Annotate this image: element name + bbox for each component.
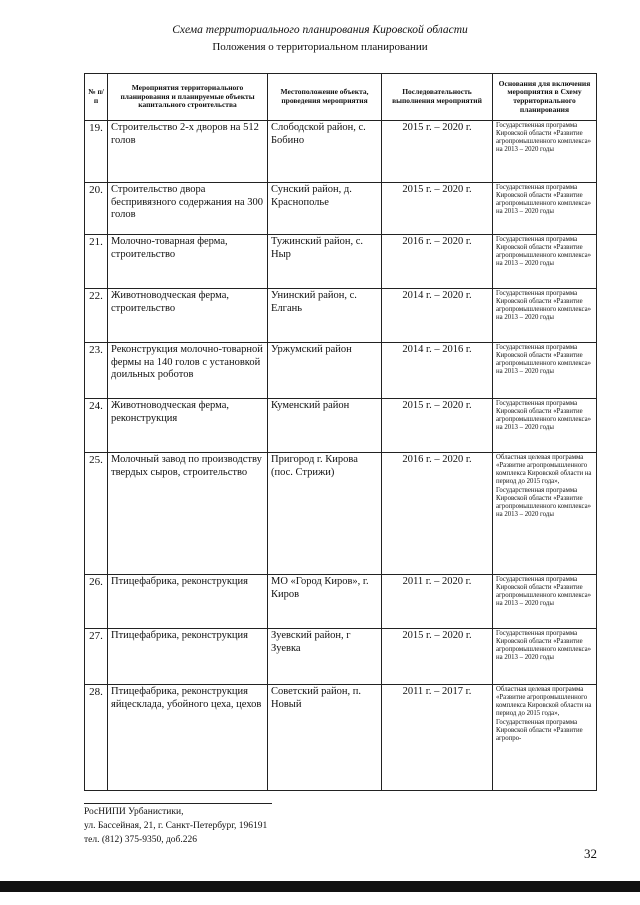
table-row (85, 235, 597, 289)
row-period: 2015 г. – 2020 г. (382, 183, 493, 235)
row-measure: Молочный завод по производству твердых сыров, строительство (108, 453, 268, 575)
row-period: 2011 г. – 2020 г. (382, 575, 493, 629)
row-number: 23. (85, 343, 108, 399)
table-row (85, 685, 597, 791)
table-row (85, 629, 597, 685)
table-row (85, 453, 597, 575)
row-location: Сунский район, д. Краснополье (268, 183, 382, 235)
row-period: 2011 г. – 2017 г. (382, 685, 493, 791)
table-row (85, 121, 597, 183)
column-header-number: № п/п (85, 74, 108, 121)
scan-edge-band (0, 881, 640, 892)
row-basis: Государственная программа Кировской области «Развитие агропромышленного комплекса» на 2013 – 2020 годы (493, 289, 597, 343)
row-period: 2014 г. – 2020 г. (382, 289, 493, 343)
row-period: 2015 г. – 2020 г. (382, 629, 493, 685)
row-measure: Строительство двора беспривязного содержания на 300 голов (108, 183, 268, 235)
row-measure: Животноводческая ферма, реконструкция (108, 399, 268, 453)
row-location: Уржумский район (268, 343, 382, 399)
row-period: 2014 г. – 2016 г. (382, 343, 493, 399)
row-measure: Птицефабрика, реконструкция (108, 629, 268, 685)
row-basis: Государственная программа Кировской области «Развитие агропромышленного комплекса» на 2013 – 2020 годы (493, 343, 597, 399)
plan-table (84, 73, 597, 791)
row-number: 28. (85, 685, 108, 791)
table-row (85, 399, 597, 453)
row-measure: Реконструкция молочно-товарной фермы на 140 голов с установкой доильных роботов (108, 343, 268, 399)
row-number: 22. (85, 289, 108, 343)
row-number: 21. (85, 235, 108, 289)
row-location: Тужинский район, с. Ныр (268, 235, 382, 289)
document-title: Схема территориального планирования Кировской области (172, 24, 468, 36)
column-header-measures: Мероприятия территориального планирования и планируемые объекты капитального строительства (108, 74, 268, 121)
row-basis: Государственная программа Кировской области «Развитие агропромышленного комплекса» на 2013 – 2020 годы (493, 575, 597, 629)
row-number: 20. (85, 183, 108, 235)
row-basis: Государственная программа Кировской области «Развитие агропромышленного комплекса» на 2013 – 2020 годы (493, 629, 597, 685)
row-basis: Государственная программа Кировской области «Развитие агропромышленного комплекса» на 2013 – 2020 годы (493, 183, 597, 235)
row-location: Зуевский район, г Зуевка (268, 629, 382, 685)
table-row (85, 289, 597, 343)
table-row (85, 343, 597, 399)
table-header-row (85, 74, 597, 121)
footer-organization: РосНИПИ Урбанистики, (84, 807, 184, 817)
footer-divider (84, 803, 272, 804)
row-location: Унинский район, с. Елгань (268, 289, 382, 343)
table-row (85, 183, 597, 235)
row-location: Слободской район, с. Бобино (268, 121, 382, 183)
row-number: 27. (85, 629, 108, 685)
row-basis: Государственная программа Кировской области «Развитие агропромышленного комплекса» на 2013 – 2020 годы (493, 235, 597, 289)
table-row (85, 575, 597, 629)
row-period: 2015 г. – 2020 г. (382, 399, 493, 453)
row-period: 2016 г. – 2020 г. (382, 235, 493, 289)
row-number: 24. (85, 399, 108, 453)
row-number: 19. (85, 121, 108, 183)
row-basis: Областная целевая программа «Развитие агропромышленного комплекса Кировской области на период до 2015 года», Государственная программа Кировской области «Развитие агропро- (493, 685, 597, 791)
row-period: 2016 г. – 2020 г. (382, 453, 493, 575)
row-measure: Животноводческая ферма, строительство (108, 289, 268, 343)
row-period: 2015 г. – 2020 г. (382, 121, 493, 183)
row-number: 25. (85, 453, 108, 575)
column-header-basis: Основания для включения мероприятия в Схему территориального планирования (493, 74, 597, 121)
row-measure: Птицефабрика, реконструкция яйцесклада, убойного цеха, цехов (108, 685, 268, 791)
row-location: МО «Город Киров», г. Киров (268, 575, 382, 629)
document-subtitle: Положения о территориальном планировании (212, 41, 428, 53)
row-measure: Птицефабрика, реконструкция (108, 575, 268, 629)
row-basis: Областная целевая программа «Развитие агропромышленного комплекса Кировской области на период до 2015 года», Государственная программа Кировской области «Развитие агропромышленного комплекса» на 2013 – 2020 годы (493, 453, 597, 575)
page-number: 32 (584, 846, 597, 861)
row-basis: Государственная программа Кировской области «Развитие агропромышленного комплекса» на 2013 – 2020 годы (493, 121, 597, 183)
row-location: Куменский район (268, 399, 382, 453)
row-basis: Государственная программа Кировской области «Развитие агропромышленного комплекса» на 2013 – 2020 годы (493, 399, 597, 453)
row-measure: Молочно-товарная ферма, строительство (108, 235, 268, 289)
row-location: Советский район, п. Новый (268, 685, 382, 791)
footer-phone: тел. (812) 375-9350, доб.226 (84, 835, 198, 845)
row-number: 26. (85, 575, 108, 629)
column-header-sequence: Последовательность выполнения мероприятий (382, 74, 493, 121)
footer-address: ул. Бассейная, 21, г. Санкт-Петербург, 196191 (84, 821, 268, 831)
row-location: Пригород г. Кирова (пос. Стрижи) (268, 453, 382, 575)
row-measure: Строительство 2-х дворов на 512 голов (108, 121, 268, 183)
column-header-location: Местоположение объекта, проведения мероприятия (268, 74, 382, 121)
